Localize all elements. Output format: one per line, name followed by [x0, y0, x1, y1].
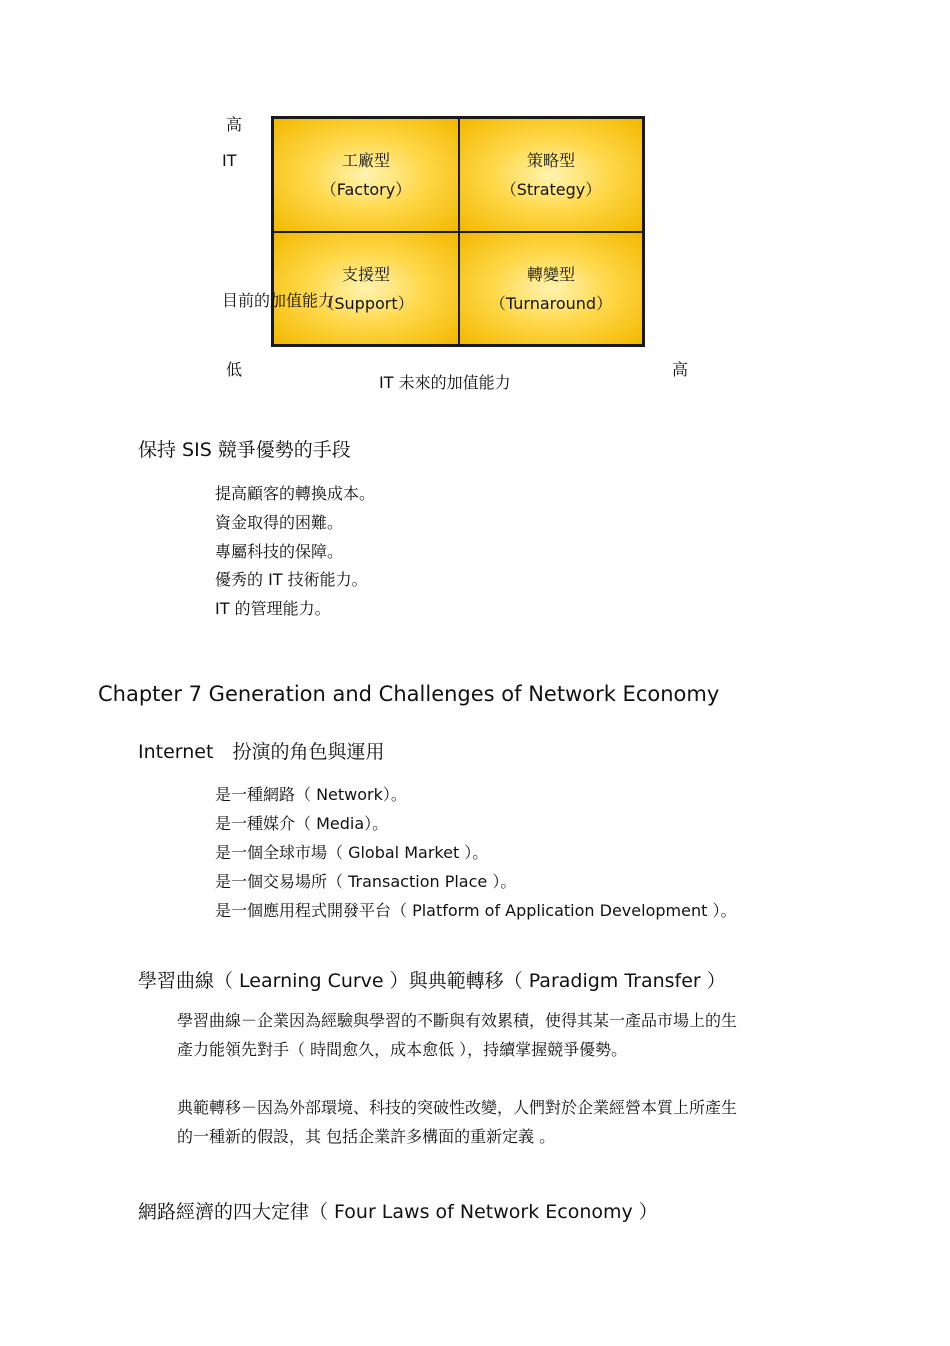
list-item: 是一個交易場所（ Transaction Place ）。 [215, 872, 517, 891]
quadrant-strategy [459, 118, 643, 232]
chapter-title: Chapter 7 Generation and Challenges of Network Economy [98, 682, 720, 706]
quadrant-factory-en: （Factory） [320, 180, 412, 199]
list-item: 是一個全球市場（ Global Market ）。 [215, 843, 489, 862]
list-item: 優秀的 IT 技術能力。 [215, 570, 368, 589]
list-item: 專屬科技的保障。 [215, 542, 344, 561]
learning-heading: 學習曲線（ Learning Curve ）與典範轉移（ Paradigm Transfer ） [138, 970, 726, 992]
quadrant-strategy-zh: 策略型 [526, 151, 575, 170]
quadrant-support-zh: 支援型 [341, 264, 390, 284]
y-axis-it-label: IT [222, 151, 237, 170]
quadrant-factory-zh: 工廠型 [341, 151, 390, 170]
list-item: 是一個應用程式開發平台（ Platform of Application Development ）。 [215, 901, 737, 920]
list-item: IT 的管理能力。 [215, 599, 331, 618]
list-item: 資金取得的困難。 [215, 513, 344, 532]
paragraph-line: 產力能領先對手（ 時間愈久，成本愈低 ），持續掌握競爭優勢。 [177, 1040, 628, 1059]
list-item: 提高顧客的轉換成本。 [215, 484, 376, 503]
paragraph-line: 典範轉移－因為外部環境、科技的突破性改變，人們對於企業經營本質上所產生 [177, 1098, 738, 1117]
x-axis-label: IT 未來的加值能力 [379, 373, 511, 392]
matrix-grid [271, 116, 645, 347]
list-item: 是一種網路（ Network）。 [215, 785, 407, 804]
axis-low-label: 低 [226, 360, 243, 379]
quadrant-turnaround [459, 232, 643, 345]
quadrant-turnaround-en: （Turnaround） [489, 293, 613, 313]
list-item: 是一種媒介（ Media）。 [215, 814, 389, 833]
quadrant-strategy-en: （Strategy） [500, 180, 602, 199]
x-axis-high-label: 高 [672, 360, 689, 379]
y-axis-high-label: 高 [226, 115, 243, 134]
internet-heading: Internet 扮演的角色與運用 [138, 741, 385, 763]
y-axis-label: 目前的加值能力 [222, 291, 335, 310]
quadrant-factory [273, 118, 459, 232]
quadrant-support-en: （Support） [318, 293, 414, 313]
laws-heading: 網路經濟的四大定律（ Four Laws of Network Economy ） [138, 1201, 658, 1223]
paragraph-line: 學習曲線－企業因為經驗與學習的不斷與有效累積，使得其某一產品市場上的生 [177, 1011, 738, 1030]
paragraph-line: 的一種新的假設，其 包括企業許多構面的重新定義 。 [177, 1127, 556, 1146]
quadrant-turnaround-zh: 轉變型 [526, 264, 575, 284]
sis-heading: 保持 SIS 競爭優勢的手段 [138, 439, 351, 461]
